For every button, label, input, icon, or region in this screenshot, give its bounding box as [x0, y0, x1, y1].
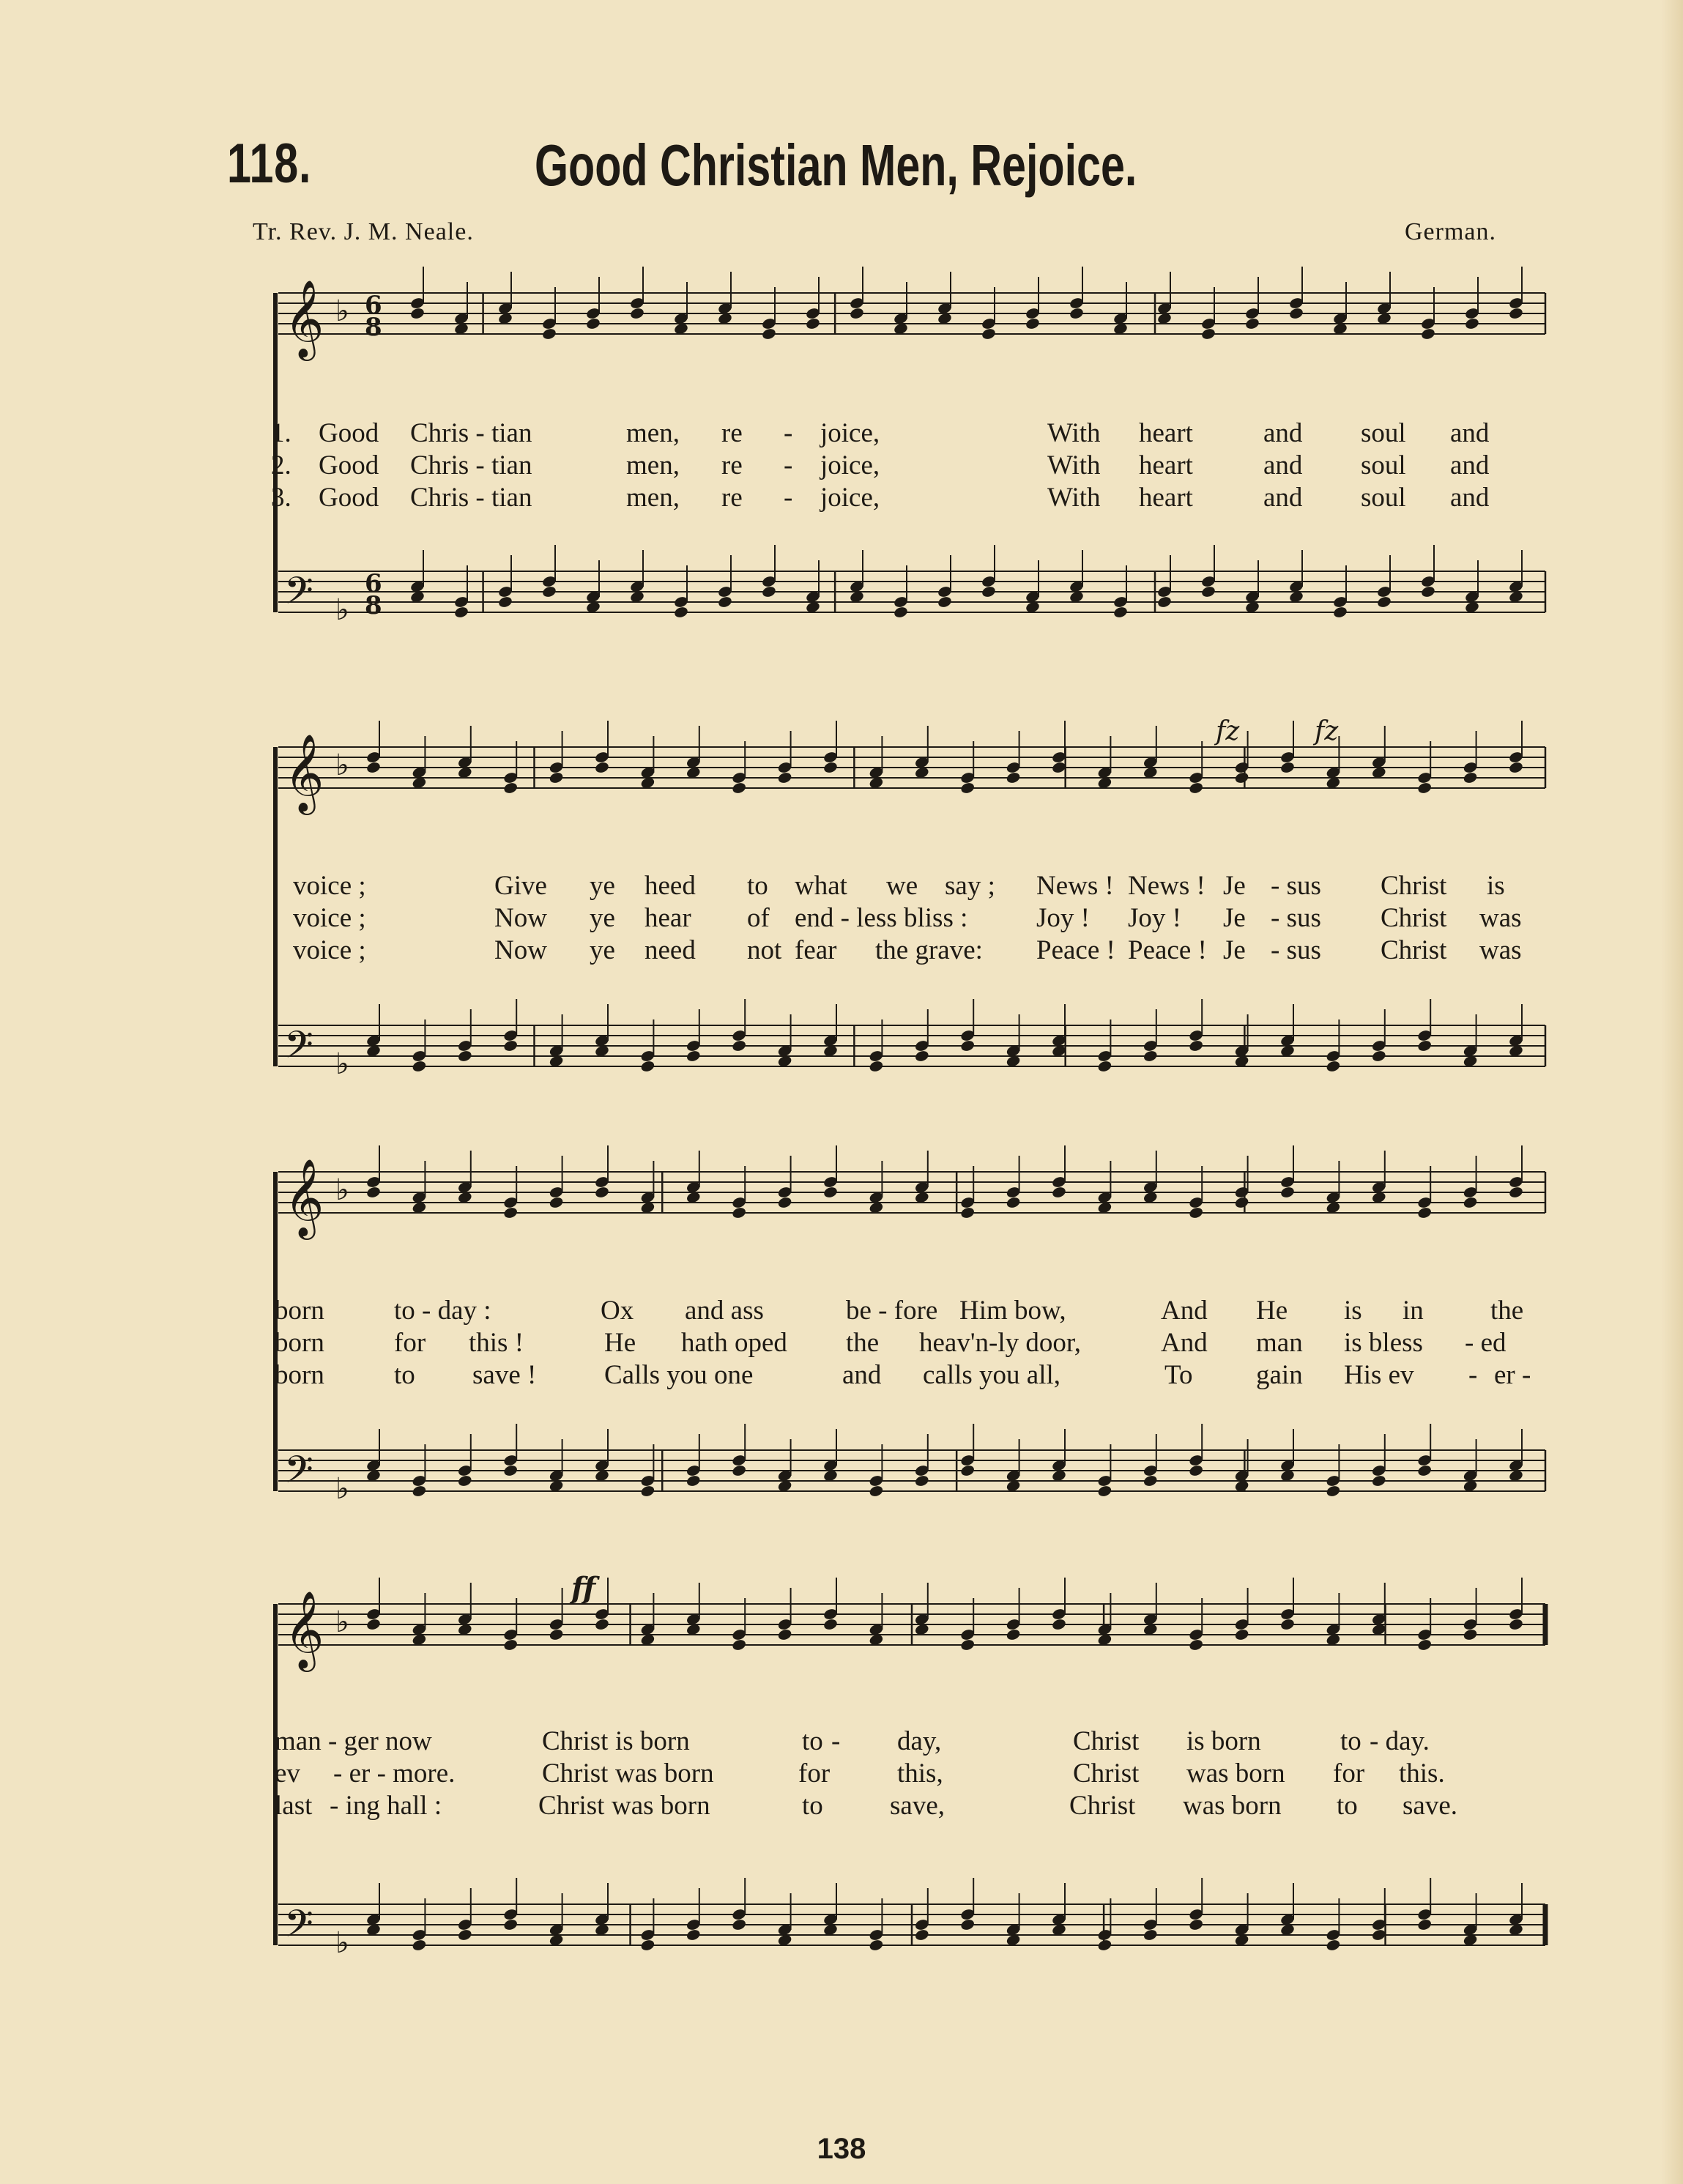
note-head — [594, 1186, 609, 1199]
flat-icon: ♭ — [335, 1047, 349, 1081]
flat-icon: ♭ — [335, 1472, 349, 1506]
note-head — [541, 327, 557, 341]
note-head — [1025, 317, 1040, 330]
note-head — [1234, 1628, 1249, 1641]
note-head — [914, 1050, 929, 1063]
note-head — [1463, 1196, 1478, 1209]
music-system-2 — [183, 703, 1560, 1128]
note-head — [640, 1485, 655, 1498]
note-head — [409, 307, 425, 320]
note-head — [549, 1196, 564, 1209]
note-head — [503, 1039, 519, 1052]
note-head — [585, 317, 601, 330]
lyric-verse-2: born for this ! He hath oped the heav'n-ly door, And man is bless - ed — [275, 1328, 1506, 1358]
note-head — [1051, 1186, 1066, 1199]
note-head — [732, 1039, 747, 1052]
flat-icon: ♭ — [335, 593, 349, 627]
note-head — [457, 1474, 472, 1487]
music-system-4 — [183, 1575, 1560, 2007]
page-number: 138 — [817, 2133, 866, 2165]
note-head — [869, 1939, 884, 1952]
note-head — [717, 595, 732, 609]
note-head — [914, 1928, 929, 1942]
bass-clef-icon: 𝄢 — [284, 1447, 313, 1501]
note-head — [1143, 1928, 1158, 1942]
note-head — [805, 317, 820, 330]
note-head — [1156, 595, 1172, 609]
lyric-verse-2: 2. Good Chris - tian men, re - joice, With heart and soul and — [271, 450, 1490, 480]
treble-clef-icon: 𝄞 — [284, 279, 324, 357]
note-head — [1326, 1939, 1341, 1952]
note-head — [1463, 1628, 1478, 1641]
note-head — [673, 606, 688, 619]
note-head — [777, 1628, 792, 1641]
bass-clef-icon: 𝄢 — [284, 568, 313, 622]
note-head — [1143, 1050, 1158, 1063]
note-head — [365, 1186, 381, 1199]
note-head — [981, 585, 996, 598]
note-head — [1244, 317, 1260, 330]
note-head — [1464, 317, 1479, 330]
translator-credit: Tr. Rev. J. M. Neale. — [253, 218, 474, 245]
dynamic-marking: fz — [1315, 716, 1339, 746]
note-head — [893, 606, 908, 619]
note-head — [1279, 761, 1295, 774]
note-head — [1200, 327, 1216, 341]
flat-icon: ♭ — [335, 294, 349, 328]
note-head — [1234, 1196, 1249, 1209]
note-head — [1189, 1638, 1204, 1652]
hymn-number: 118. — [227, 133, 312, 195]
note-head — [594, 1618, 609, 1631]
note-head — [960, 1039, 976, 1052]
note-head — [686, 1928, 701, 1942]
note-head — [1051, 1618, 1066, 1631]
note-head — [960, 1638, 976, 1652]
hymn-header — [227, 132, 1472, 212]
note-head — [549, 771, 564, 784]
lyric-verse-3: last - ing hall : Christ was born to save, Christ was born to save. — [275, 1791, 1457, 1821]
note-head — [732, 1464, 747, 1477]
time-signature-bottom: 8 — [365, 313, 382, 342]
note-head — [1376, 595, 1392, 609]
note-head — [732, 781, 747, 795]
note-head — [960, 1464, 976, 1477]
note-head — [1006, 1628, 1021, 1641]
note-head — [541, 585, 557, 598]
note-head — [503, 1206, 519, 1219]
note-head — [1371, 1928, 1386, 1942]
note-head — [1508, 761, 1523, 774]
note-head — [1189, 1918, 1204, 1931]
note-head — [503, 1638, 519, 1652]
note-head — [1371, 1050, 1386, 1063]
note-head — [1288, 307, 1304, 320]
note-head — [1097, 1485, 1112, 1498]
lyric-verse-1: born to - day : Ox and ass be - fore Him bow, And He is in the — [275, 1296, 1524, 1326]
lyric-verse-3: 3. Good Chris - tian men, re - joice, With heart and soul and — [271, 483, 1490, 513]
note-head — [594, 761, 609, 774]
note-head — [453, 606, 469, 619]
note-head — [1417, 1206, 1433, 1219]
lyric-verse-3: voice ; Now ye need not fear the grave: Peace ! Peace ! Je - sus Christ was — [293, 935, 1522, 965]
tune-source: German. — [1404, 218, 1496, 245]
note-head — [1189, 1039, 1204, 1052]
note-head — [1417, 781, 1433, 795]
note-head — [1326, 1060, 1341, 1073]
note-head — [1006, 771, 1021, 784]
note-head — [1189, 781, 1204, 795]
music-system-3 — [183, 1143, 1560, 1553]
hymn-title: Good Christian Men, Rejoice. — [535, 133, 1137, 198]
note-head — [1417, 1918, 1433, 1931]
note-head — [732, 1638, 747, 1652]
note-head — [457, 1050, 472, 1063]
note-head — [549, 1628, 564, 1641]
note-head — [1279, 1186, 1295, 1199]
note-head — [640, 1939, 655, 1952]
dynamic-marking: fz — [1216, 716, 1240, 746]
flat-icon: ♭ — [335, 1173, 349, 1207]
note-head — [1508, 1186, 1523, 1199]
lyric-verse-1: man - ger now Christ is born to - day, Christ is born to - day. — [275, 1726, 1430, 1756]
note-head — [1326, 1485, 1341, 1498]
note-head — [1006, 1196, 1021, 1209]
treble-clef-icon: 𝄞 — [284, 733, 324, 811]
note-head — [503, 1464, 519, 1477]
note-head — [1189, 1206, 1204, 1219]
flat-icon: ♭ — [335, 749, 349, 782]
note-head — [686, 1050, 701, 1063]
note-head — [1279, 1618, 1295, 1631]
note-head — [869, 1485, 884, 1498]
note-head — [960, 781, 976, 795]
dynamic-marking: ff — [571, 1575, 596, 1605]
flat-icon: ♭ — [335, 1926, 349, 1960]
note-head — [365, 761, 381, 774]
note-head — [1112, 606, 1128, 619]
note-head — [1417, 1638, 1433, 1652]
note-head — [686, 1474, 701, 1487]
note-head — [1069, 307, 1084, 320]
lyric-verse-1: voice ; Give ye heed to what we say ; News ! News ! Je - sus Christ is — [293, 871, 1505, 901]
note-head — [1371, 1474, 1386, 1487]
treble-clef-icon: 𝄞 — [284, 1590, 324, 1668]
note-head — [1417, 1039, 1433, 1052]
bass-clef-icon: 𝄢 — [284, 1022, 313, 1076]
note-head — [822, 1618, 838, 1631]
flat-icon: ♭ — [335, 1605, 349, 1639]
note-head — [412, 1060, 427, 1073]
page-edge — [1661, 0, 1683, 2184]
note-head — [777, 1196, 792, 1209]
note-head — [849, 307, 864, 320]
note-head — [629, 307, 644, 320]
note-head — [1420, 327, 1435, 341]
lyric-verse-1: 1. Good Chris - tian men, re - joice, With heart and soul and — [271, 418, 1490, 448]
note-head — [412, 1485, 427, 1498]
note-head — [1234, 771, 1249, 784]
note-head — [960, 1206, 976, 1219]
note-head — [457, 1928, 472, 1942]
note-head — [1200, 585, 1216, 598]
note-head — [981, 327, 996, 341]
lyric-verse-2: ev - er - more. Christ was born for this, Christ was born for this. — [275, 1758, 1445, 1789]
note-head — [822, 1186, 838, 1199]
time-signature-top: 6 — [365, 569, 382, 598]
bass-clef-icon: 𝄢 — [284, 1901, 313, 1955]
time-signature-top: 6 — [365, 291, 382, 320]
note-head — [914, 1474, 929, 1487]
note-head — [503, 1918, 519, 1931]
note-head — [1508, 1618, 1523, 1631]
treble-clef-icon: 𝄞 — [284, 1158, 324, 1236]
note-head — [761, 327, 776, 341]
note-head — [365, 1618, 381, 1631]
note-head — [640, 1060, 655, 1073]
note-head — [1097, 1060, 1112, 1073]
music-system-1 — [183, 264, 1560, 674]
note-head — [1508, 307, 1523, 320]
note-head — [1463, 771, 1478, 784]
note-head — [732, 1918, 747, 1931]
note-head — [937, 595, 952, 609]
note-head — [1143, 1474, 1158, 1487]
lyric-verse-3: born to save ! Calls you one and calls you all, To gain His ev - er - — [275, 1360, 1531, 1390]
note-head — [503, 781, 519, 795]
note-head — [1097, 1939, 1112, 1952]
time-signature-bottom: 8 — [365, 591, 382, 620]
note-head — [777, 771, 792, 784]
note-head — [960, 1918, 976, 1931]
note-head — [1417, 1464, 1433, 1477]
note-head — [412, 1939, 427, 1952]
note-head — [497, 595, 513, 609]
note-head — [761, 585, 776, 598]
note-head — [822, 761, 838, 774]
note-head — [1420, 585, 1435, 598]
note-head — [869, 1060, 884, 1073]
note-head — [1332, 606, 1348, 619]
note-head — [732, 1206, 747, 1219]
note-head — [1189, 1464, 1204, 1477]
lyric-verse-2: voice ; Now ye hear of end - less bliss : Joy ! Joy ! Je - sus Christ was — [293, 903, 1522, 933]
